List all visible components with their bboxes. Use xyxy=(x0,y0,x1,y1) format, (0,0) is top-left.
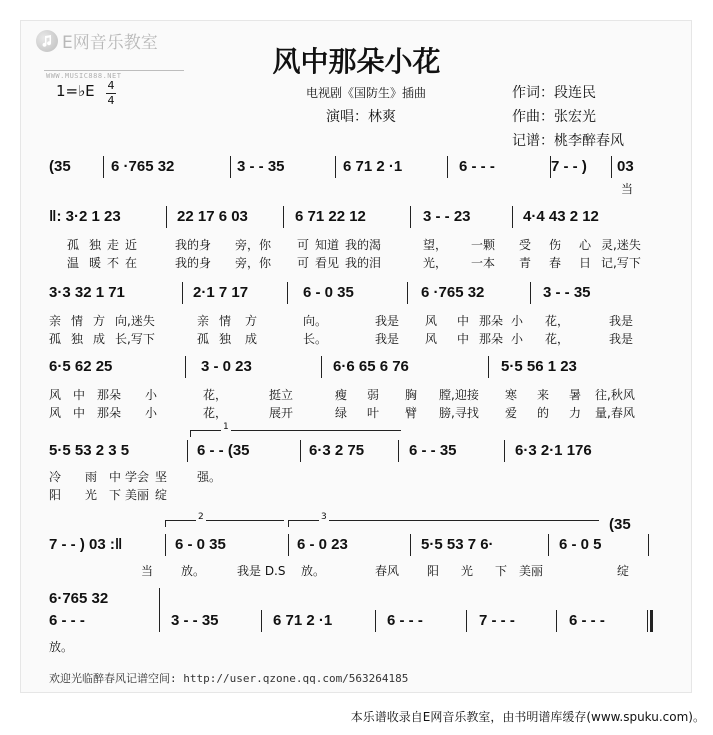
lyric-line-9 xyxy=(49,562,662,576)
lyric-word: 中 xyxy=(109,470,122,484)
lyric-line-1 xyxy=(49,236,662,250)
measure: 6 - - - xyxy=(459,158,495,175)
lyric-word: 冷 xyxy=(49,470,62,484)
lyric-word: 记,写下 xyxy=(601,256,641,270)
measure: 6 71 2 ·1 xyxy=(343,158,403,175)
lyric-word: 当 xyxy=(141,564,154,578)
lyric-word: 臂 xyxy=(405,406,418,420)
measure: 6 - 0 23 xyxy=(297,536,348,553)
lyric-word: 独 xyxy=(71,332,84,346)
measure: 4·4 43 2 12 xyxy=(523,208,599,225)
bar-line xyxy=(283,206,284,228)
lyric-word: 中 xyxy=(457,314,470,328)
lyric-line-4 xyxy=(49,330,662,344)
singer-credit: 演唱：林爽 xyxy=(326,109,396,125)
measure: 6 - 0 35 xyxy=(303,284,354,301)
lyric-word: 阳 xyxy=(49,488,62,502)
score-row-5 xyxy=(49,442,662,464)
measure: 3 - - 35 xyxy=(171,612,219,629)
bar-line xyxy=(398,440,399,462)
bar-line xyxy=(287,282,288,304)
measure: 6 71 22 12 xyxy=(295,208,366,225)
bar-line xyxy=(648,534,649,556)
lyric-word: 小 xyxy=(145,388,158,402)
bar-line xyxy=(335,156,336,178)
lyric-word: 学会 xyxy=(125,470,150,484)
measure: 3 - - 35 xyxy=(237,158,285,175)
volta-bracket-3 xyxy=(288,512,599,527)
score-row-7 xyxy=(49,590,662,612)
score-row-3 xyxy=(49,284,662,306)
measure: 6 ·765 32 xyxy=(421,284,485,301)
lyric-word: 坚 xyxy=(155,470,168,484)
lyric-word: 光， xyxy=(423,256,448,270)
source-credit: 本乐谱收录自E网音乐教室，由书明谱库缓存(www.spuku.com)。 xyxy=(350,710,705,724)
song-title: 风中那朵小花 xyxy=(272,45,441,78)
bar-line xyxy=(165,534,166,556)
lyric-word: 方 xyxy=(245,314,258,328)
lyric-word: 我是 xyxy=(375,332,400,346)
lyric-word: 向,迷失 xyxy=(115,314,155,328)
measure: 6·5 62 25 xyxy=(49,358,113,375)
bar-line xyxy=(103,156,104,178)
lyric-line-7 xyxy=(49,468,662,482)
lyric-word: 望， xyxy=(423,238,448,252)
lyric-word: 中 xyxy=(457,332,470,346)
score-row-8 xyxy=(49,612,662,634)
lyric-word: 温 xyxy=(67,256,80,270)
lyric-word: 一本 xyxy=(471,256,496,270)
lyric-word: 那朵 xyxy=(97,406,122,420)
logo-text: E网音乐教室 xyxy=(62,33,158,53)
measure: (35 xyxy=(49,158,71,175)
bar-line xyxy=(288,534,289,556)
lyric-word: 展开 xyxy=(269,406,294,420)
measure: 7 - - - xyxy=(479,612,515,629)
lyric-word: 我是 xyxy=(375,314,400,328)
lyric-word: 风 xyxy=(49,406,62,420)
measure: 3 - - 23 xyxy=(423,208,471,225)
lyric-word: 那朵 xyxy=(479,332,504,346)
measure: 3 - - 35 xyxy=(543,284,591,301)
lyric-word: 我是 xyxy=(609,332,634,346)
volta-label: 2 xyxy=(198,512,204,522)
lyric-word: 风 xyxy=(49,388,62,402)
measure: 6 - - - xyxy=(49,612,85,629)
bar-line xyxy=(410,534,411,556)
lyric-word: 方 xyxy=(93,314,106,328)
measure: 6 - 0 35 xyxy=(175,536,226,553)
lyric-word: 中 xyxy=(73,388,86,402)
lyric-word: 小 xyxy=(511,332,524,346)
lyric-word: 独 xyxy=(89,238,102,252)
measure: 6 - - - xyxy=(569,612,605,629)
lyric-word: 往,秋风 xyxy=(595,388,635,402)
meter-top: 4 xyxy=(107,79,115,92)
lyric-word: 我的渴 xyxy=(345,238,382,252)
lyric-word: 雨 xyxy=(85,470,98,484)
logo-url: WWW.MUSIC888.NET xyxy=(46,72,122,80)
composer-credit: 作曲：张宏光 xyxy=(512,109,596,125)
lyric-word: 不 xyxy=(107,256,120,270)
measure: 6 - 0 5 xyxy=(559,536,602,553)
measure: 7 - - ) 03 :‖ xyxy=(49,536,123,553)
bar-line xyxy=(407,282,408,304)
lyric-line-6 xyxy=(49,404,662,418)
lyric-word: 成 xyxy=(93,332,106,346)
lyric-word: 绿 xyxy=(335,406,348,420)
lyric-word: 成 xyxy=(245,332,258,346)
lyric-word: 青 xyxy=(519,256,532,270)
bar-line xyxy=(182,282,183,304)
lyric-word: 美丽 xyxy=(519,564,544,578)
lyric-word: 膛,迎接 xyxy=(439,388,479,402)
lyric-word: 光 xyxy=(85,488,98,502)
measure: 22 17 6 03 xyxy=(177,208,248,225)
lyric-word: 当 xyxy=(621,182,634,196)
lyric-line-3 xyxy=(49,312,662,326)
score-row-1 xyxy=(49,158,662,180)
measure: 5·5 56 1 23 xyxy=(501,358,577,375)
lyric-word: 知道 xyxy=(315,238,340,252)
score-row-6 xyxy=(49,516,662,558)
final-bar-line-thick xyxy=(650,610,653,632)
lyric-word: 暑 xyxy=(569,388,582,402)
lyric-word: 近 xyxy=(125,238,138,252)
lyric-word: 看见 xyxy=(315,256,340,270)
lyric-word: 独 xyxy=(219,332,232,346)
lyric-word: 那朵 xyxy=(97,388,122,402)
key-signature: 1=♭E xyxy=(56,82,95,100)
bar-line xyxy=(466,610,467,632)
lyricist-credit: 作词：段连民 xyxy=(512,85,596,101)
measure: 6 - - - xyxy=(387,612,423,629)
lyric-word: 寒 xyxy=(505,388,518,402)
bar-line xyxy=(185,356,186,378)
volta-label: 1 xyxy=(223,422,229,432)
lyric-word: 亲 xyxy=(49,314,62,328)
lyric-line-10 xyxy=(49,638,662,652)
bar-line xyxy=(375,610,376,632)
measure: 7 - - ) xyxy=(551,158,587,175)
measure: 6·765 32 xyxy=(49,590,109,607)
lyric-word: 花， xyxy=(545,332,570,346)
lyric-word: 下 xyxy=(109,488,122,502)
bar-line xyxy=(230,156,231,178)
lyric-word: 我的泪 xyxy=(345,256,382,270)
measure: 6 - - (35 xyxy=(197,442,250,459)
lyric-word: 我的身 xyxy=(175,256,212,270)
measure: 6 ·765 32 xyxy=(111,158,175,175)
bar-line xyxy=(447,156,448,178)
lyric-word: 强。 xyxy=(197,470,222,484)
lyric-word: 光 xyxy=(461,564,474,578)
volta-label: 3 xyxy=(321,512,327,522)
measure: 6 - - 35 xyxy=(409,442,457,459)
lyric-word: 暖 xyxy=(89,256,102,270)
volta-bracket-2 xyxy=(165,512,284,527)
lyric-word: 瘦 xyxy=(335,388,348,402)
lyric-word: 风 xyxy=(425,332,438,346)
bar-line xyxy=(530,282,531,304)
lyric-word: 伤 xyxy=(549,238,562,252)
lyric-word: 情 xyxy=(219,314,232,328)
meter-bottom: 4 xyxy=(107,94,115,107)
lyric-word: 爱 xyxy=(505,406,518,420)
measure: 03 xyxy=(617,158,634,175)
lyric-word: 小 xyxy=(145,406,158,420)
lyric-word: 长。 xyxy=(303,332,328,346)
lyric-word: 孤 xyxy=(197,332,210,346)
measure: 2·1 7 17 xyxy=(193,284,249,301)
lyric-word: 放。 xyxy=(49,640,74,654)
bar-line xyxy=(556,610,557,632)
lyric-word: 心 xyxy=(579,238,592,252)
lyric-word: 叶 xyxy=(367,406,380,420)
lyric-word: 受 xyxy=(519,238,532,252)
lyric-line-2 xyxy=(49,254,662,268)
lyric-word: 旁，你 xyxy=(235,256,272,270)
lyric-word: 我的身 xyxy=(175,238,212,252)
lyric-word: 量,春风 xyxy=(595,406,635,420)
bar-line xyxy=(166,206,167,228)
bar-line xyxy=(548,534,549,556)
lyric-word: 小 xyxy=(511,314,524,328)
measure: 5·5 53 7 6· xyxy=(421,536,494,553)
lyric-word: 我是 D.S xyxy=(237,564,286,578)
bar-line xyxy=(550,156,551,178)
bar-line xyxy=(300,440,301,462)
lyric-word: 美丽 xyxy=(125,488,150,502)
measure: 6 71 2 ·1 xyxy=(273,612,333,629)
bar-line xyxy=(611,156,612,178)
lyric-word: 下 xyxy=(495,564,508,578)
lyric-word: 春风 xyxy=(375,564,400,578)
measure: 6·3 2 75 xyxy=(309,442,365,459)
lyric-word: 花， xyxy=(203,406,228,420)
score-row-2 xyxy=(49,208,662,230)
bar-line xyxy=(504,440,505,462)
bar-line xyxy=(512,206,513,228)
lyric-word: 灵,迷失 xyxy=(601,238,641,252)
lyric-word: 情 xyxy=(71,314,84,328)
footer-note: 欢迎光临醉春风记谱空间: http://user.qzone.qq.com/563264185 xyxy=(49,672,409,685)
subtitle: 电视剧《国防生》插曲 xyxy=(306,86,427,100)
lyric-word: 的 xyxy=(537,406,550,420)
final-bar-line xyxy=(647,610,648,632)
measure: ‖: 3·2 1 23 xyxy=(49,208,121,225)
lyric-word: 可 xyxy=(297,256,310,270)
score-row-4 xyxy=(49,358,662,380)
measure: 6·6 65 6 76 xyxy=(333,358,409,375)
bar-line xyxy=(321,356,322,378)
lyric-word: 可 xyxy=(297,238,310,252)
lyric-word: 旁，你 xyxy=(235,238,272,252)
lyric-line-0 xyxy=(49,180,662,194)
lyric-word: 膀,寻找 xyxy=(439,406,479,420)
lyric-word: 在 xyxy=(125,256,138,270)
transcriber-credit: 记谱：桃李醉春风 xyxy=(512,133,624,149)
measure: 3·3 32 1 71 xyxy=(49,284,125,301)
lyric-word: 花， xyxy=(545,314,570,328)
bar-line xyxy=(488,356,489,378)
lyric-word: 中 xyxy=(73,406,86,420)
lyric-word: 日 xyxy=(579,256,592,270)
lyric-word: 绽 xyxy=(617,564,630,578)
lyric-word: 一颗 xyxy=(471,238,496,252)
lyric-word: 春 xyxy=(549,256,562,270)
lyric-word: 走 xyxy=(107,238,120,252)
lyric-word: 我是 xyxy=(609,314,634,328)
lyric-word: 阳 xyxy=(427,564,440,578)
lyric-word: 孤 xyxy=(49,332,62,346)
measure: 3 - 0 23 xyxy=(201,358,252,375)
lyric-word: 挺立 xyxy=(269,388,294,402)
volta-bracket-1 xyxy=(190,422,401,437)
measure: 5·5 53 2 3 5 xyxy=(49,442,130,459)
measure: (35 xyxy=(609,516,631,533)
lyric-word: 风 xyxy=(425,314,438,328)
bar-line xyxy=(410,206,411,228)
measure: 6·3 2·1 176 xyxy=(515,442,592,459)
lyric-word: 长,写下 xyxy=(115,332,155,346)
lyric-word: 胸 xyxy=(405,388,418,402)
bar-line xyxy=(261,610,262,632)
lyric-word: 绽 xyxy=(155,488,168,502)
lyric-word: 放。 xyxy=(301,564,326,578)
lyric-word: 孤 xyxy=(67,238,80,252)
lyric-word: 放。 xyxy=(181,564,206,578)
lyric-word: 来 xyxy=(537,388,550,402)
bar-line xyxy=(159,588,160,632)
lyric-word: 力 xyxy=(569,406,582,420)
lyric-word: 花， xyxy=(203,388,228,402)
time-signature xyxy=(106,80,116,107)
lyric-word: 亲 xyxy=(197,314,210,328)
lyric-word: 向。 xyxy=(303,314,328,328)
lyric-line-5 xyxy=(49,386,662,400)
lyric-word: 那朵 xyxy=(479,314,504,328)
bar-line xyxy=(187,440,188,462)
lyric-line-8 xyxy=(49,486,662,500)
lyric-word: 弱 xyxy=(367,388,380,402)
